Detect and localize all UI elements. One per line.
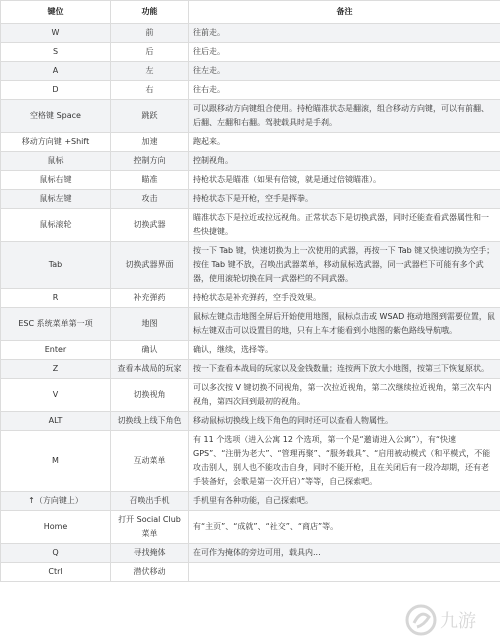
function-cell: 右 (111, 81, 189, 100)
function-cell: 控制方向 (111, 152, 189, 171)
function-cell: 互动菜单 (111, 431, 189, 492)
key-cell: 鼠标 (1, 152, 111, 171)
key-cell: ALT (1, 412, 111, 431)
table-row (1, 431, 500, 492)
function-cell: 切换视角 (111, 379, 189, 412)
note-cell: 鼠标左键点击地图全屏后开始使用地图，鼠标点击或 WSAD 拖动地图到需要位置，鼠标左键双击可以设置目的地，只有上车才能看到小地图的紫色路线导航哦。 (189, 308, 500, 341)
note-cell: 往后走。 (189, 43, 500, 62)
key-cell: D (1, 81, 111, 100)
function-cell: 瞄准 (111, 171, 189, 190)
note-cell: 往前走。 (189, 24, 500, 43)
table-row (1, 511, 500, 544)
function-cell: 左 (111, 62, 189, 81)
function-cell: 加速 (111, 133, 189, 152)
note-cell: 控制视角。 (189, 152, 500, 171)
key-cell: 鼠标左键 (1, 190, 111, 209)
nine-game-logo-icon (404, 603, 494, 637)
key-cell: Tab (1, 242, 111, 289)
table-row (1, 43, 500, 62)
note-cell (189, 563, 500, 582)
table-row (1, 492, 500, 511)
note-cell: 有“主页”、“成就”、“社交”、“商店”等。 (189, 511, 500, 544)
note-cell: 移动鼠标切换线上线下角色的同时还可以查看人物属性。 (189, 412, 500, 431)
note-cell: 往右走。 (189, 81, 500, 100)
table-row (1, 242, 500, 289)
key-cell: A (1, 62, 111, 81)
note-cell: 持枪状态是瞄准（如果有倍镜，就是通过倍镜瞄准）。 (189, 171, 500, 190)
function-cell: 切换武器 (111, 209, 189, 242)
key-cell: Q (1, 544, 111, 563)
table-row (1, 62, 500, 81)
key-cell: 鼠标右键 (1, 171, 111, 190)
note-cell: 确认，继续，选择等。 (189, 341, 500, 360)
function-cell: 攻击 (111, 190, 189, 209)
table-row (1, 341, 500, 360)
table-row (1, 100, 500, 133)
header-key: 键位 (1, 1, 111, 24)
note-cell: 往左走。 (189, 62, 500, 81)
key-cell: Home (1, 511, 111, 544)
key-cell: ↑（方向键上） (1, 492, 111, 511)
key-cell: R (1, 289, 111, 308)
function-cell: 查看本战局的玩家 (111, 360, 189, 379)
function-cell: 寻找掩体 (111, 544, 189, 563)
table-header-row (1, 1, 500, 24)
table-row (1, 379, 500, 412)
key-cell: W (1, 24, 111, 43)
table-row (1, 308, 500, 341)
key-cell: M (1, 431, 111, 492)
function-cell: 地图 (111, 308, 189, 341)
watermark (404, 603, 494, 637)
note-cell: 在可作为掩体的旁边可用，载具内... (189, 544, 500, 563)
function-cell: 潜伏移动 (111, 563, 189, 582)
header-note: 备注 (189, 1, 500, 24)
function-cell: 后 (111, 43, 189, 62)
function-cell: 切换线上线下角色 (111, 412, 189, 431)
key-cell: Enter (1, 341, 111, 360)
key-cell: Ctrl (1, 563, 111, 582)
key-cell: 鼠标滚轮 (1, 209, 111, 242)
table-row (1, 289, 500, 308)
key-cell: 移动方向键 +Shift (1, 133, 111, 152)
function-cell: 召唤出手机 (111, 492, 189, 511)
key-cell: ESC 系统菜单第一项 (1, 308, 111, 341)
note-cell: 有 11 个选项（进入公寓 12 个选项，第一个是“邀请进入公寓”），有“快速GPS”、“注册为老大”、“管理再聚”、“服务载具”、“启用被动模式（和平模式，不能攻击别人，别人也不能攻击自身，同时不能开枪，且在关闭后有一段冷却期，还有老手装备好，会歌是第一次开启）”等等，自己探索吧。 (189, 431, 500, 492)
function-cell: 前 (111, 24, 189, 43)
note-cell: 可以跟移动方向键组合使用。持枪瞄准状态是翻滚，组合移动方向键，可以有前翻、后翻、左翻和右翻。驾驶载具时是手刹。 (189, 100, 500, 133)
key-cell: S (1, 43, 111, 62)
key-cell: 空格键 Space (1, 100, 111, 133)
function-cell: 打开 Social Club 菜单 (111, 511, 189, 544)
note-cell: 跑起来。 (189, 133, 500, 152)
function-cell: 补充弹药 (111, 289, 189, 308)
key-cell: V (1, 379, 111, 412)
note-cell: 瞄准状态下是拉近或拉远视角。正常状态下是切换武器，同时还能查看武器属性和一些快捷键。 (189, 209, 500, 242)
table-row (1, 563, 500, 582)
note-cell: 按一下 Tab 键，快速切换为上一次使用的武器，再按一下 Tab 键又快速切换为空手；按住 Tab 键不放，召唤出武器菜单，移动鼠标选武器，同一武器栏下可能有多个武器，使用滚轮切换在同一武器栏的不同武器。 (189, 242, 500, 289)
table-row (1, 360, 500, 379)
function-cell: 跳跃 (111, 100, 189, 133)
watermark-text: 九游 (440, 611, 476, 632)
note-cell: 持枪状态是补充弹药，空手没效果。 (189, 289, 500, 308)
note-cell: 手机里有各种功能，自己探索吧。 (189, 492, 500, 511)
note-cell: 可以多次按 V 键切换不同视角，第一次拉近视角，第二次继续拉近视角，第三次车内视角，第四次回到最初的视角。 (189, 379, 500, 412)
table-row (1, 24, 500, 43)
table-row (1, 412, 500, 431)
table-row (1, 190, 500, 209)
note-cell: 持枪状态下是开枪，空手是挥拳。 (189, 190, 500, 209)
note-cell: 按一下查看本战局的玩家以及金钱数量；连按两下放大小地图，按第三下恢复原状。 (189, 360, 500, 379)
header-function: 功能 (111, 1, 189, 24)
table-row (1, 133, 500, 152)
table-row (1, 209, 500, 242)
function-cell: 确认 (111, 341, 189, 360)
key-cell: Z (1, 360, 111, 379)
table-row (1, 171, 500, 190)
function-cell: 切换武器界面 (111, 242, 189, 289)
table-row (1, 544, 500, 563)
table-row (1, 152, 500, 171)
table-row (1, 81, 500, 100)
